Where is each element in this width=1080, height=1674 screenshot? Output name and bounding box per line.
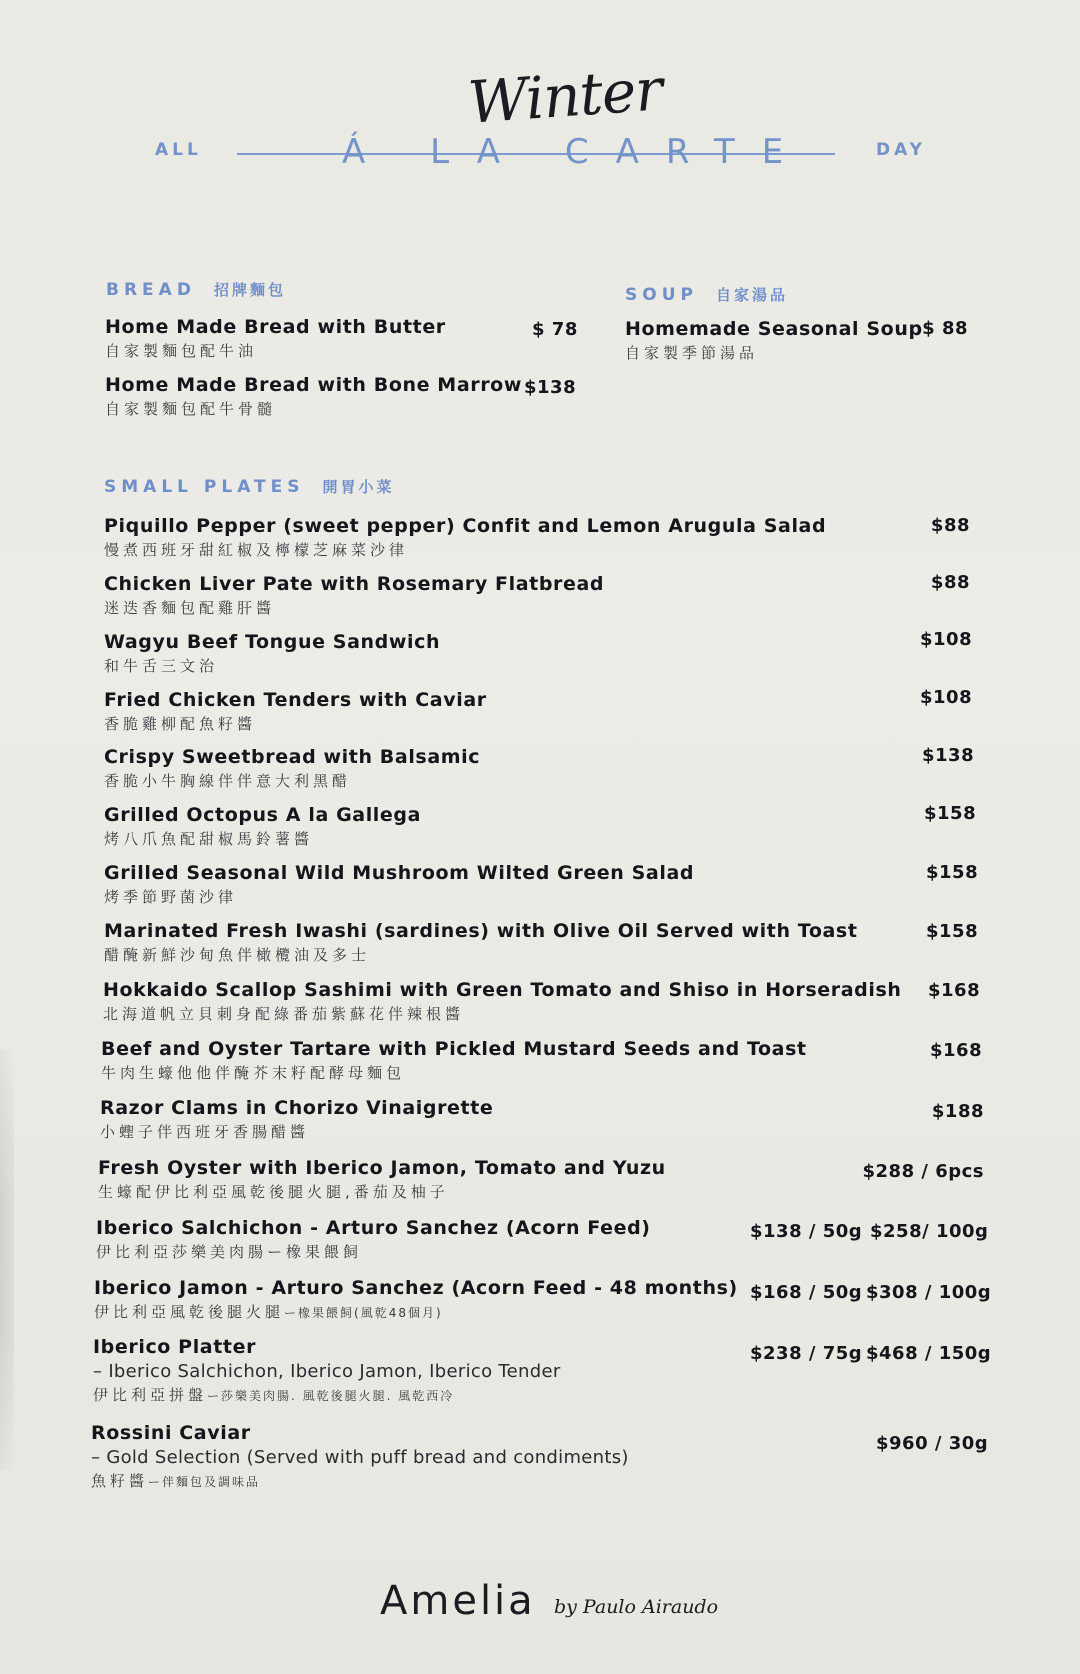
item-name-zh-note: ー橡果餵飼(風乾48個月) [284,1306,443,1320]
item-price: $138 [524,377,577,398]
chef-signature: by Paulo Airaudo [554,1596,719,1618]
item-name-zh: 北海道帆立貝刺身配綠番茄紫蘇花伴辣根醬 [103,1005,465,1023]
item-name: Marinated Fresh Iwashi (sardines) with Olive Oil Served with Toast [104,920,858,942]
item-price: $158 [926,862,979,883]
item-name: Beef and Oyster Tartare with Pickled Mustard Seeds and Toast [101,1038,807,1060]
item-name-zh: 牛肉生蠔他他伴醃芥末籽配酵母麵包 [101,1064,406,1082]
item-name-zh: 慢煮西班牙甜紅椒及檸檬芝麻菜沙律 [104,541,409,559]
menu-item [100,1097,493,1142]
item-name-zh: 香脆小牛胸線伴伴意大利黑醋 [104,772,352,790]
menu-item [91,1422,629,1491]
item-price-75g: $238 / 75g [750,1343,863,1364]
item-name: Fresh Oyster with Iberico Jamon, Tomato and Yuzu [98,1157,666,1179]
item-name-zh [91,1470,629,1491]
item-name-zh: 烤季節野菌沙律 [104,888,238,906]
menu-item [625,318,923,363]
item-price-100g: $258/ 100g [870,1221,989,1242]
page-edge-shadow [0,1050,14,1470]
item-name: Razor Clams in Chorizo Vinaigrette [100,1097,494,1119]
item-name: Iberico Platter [93,1336,257,1358]
item-name-zh: 生蠔配伊比利亞風乾後腿火腿,番茄及柚子 [98,1183,449,1201]
item-price: $168 [928,980,981,1001]
item-name: Iberico Jamon - Arturo Sanchez (Acorn Feed - 48 months) [94,1277,738,1299]
menu-item [96,1217,651,1262]
item-name: Home Made Bread with Bone Marrow [105,374,522,396]
item-name-zh: 和牛舌三文治 [104,657,219,675]
item-name-zh [94,1301,738,1322]
menu-item [101,1038,807,1083]
menu-item [93,1336,561,1405]
item-description: – Iberico Salchichon, Iberico Jamon, Iberico Tender [93,1361,561,1382]
menu-item [104,515,826,560]
item-name: Grilled Octopus A la Gallega [104,804,422,826]
item-price: $138 [922,745,975,766]
menu-item [103,979,901,1024]
header-left-label: ALL [155,140,202,160]
item-price: $ 78 [532,319,578,340]
menu-item [98,1157,666,1202]
menu-item [104,689,487,734]
item-name: Home Made Bread with Butter [105,316,446,338]
item-price: $108 [920,687,973,708]
item-name-zh: 醋醃新鮮沙甸魚伴橄欖油及多士 [104,946,371,964]
item-name-zh: 迷迭香麵包配雞肝醬 [104,599,276,617]
item-name: Fried Chicken Tenders with Caviar [104,689,487,711]
menu-item [104,631,440,676]
item-name-zh-note: ー莎樂美肉腸. 風乾後腿火腿. 風乾西冷 [207,1389,455,1403]
item-name-zh: 伊比利亞莎樂美肉腸ー橡果餵飼 [96,1243,363,1261]
menu-item [104,746,480,791]
item-price: $960 / 30g [876,1433,989,1454]
section-heading-en: SOUP [625,285,698,305]
item-name: Wagyu Beef Tongue Sandwich [104,631,441,653]
item-price-150g: $468 / 150g [866,1343,992,1364]
menu-item [94,1277,738,1322]
item-name: Hokkaido Scallop Sashimi with Green Tomato and Shiso in Horseradish [103,979,902,1001]
menu-item [104,804,421,849]
item-name-zh-main: 魚籽醬 [91,1472,149,1490]
item-price: $158 [926,921,979,942]
item-name-zh: 香脆雞柳配魚籽醬 [104,715,257,733]
item-price: $288 / 6pcs [862,1161,984,1182]
restaurant-logo: Amelia [380,1578,536,1624]
menu-title: Á LA CARTE [342,132,811,172]
section-heading-en: BREAD [106,280,196,300]
item-price-50g: $168 / 50g [750,1282,863,1303]
menu-item [105,374,522,419]
header-right-label: DAY [876,140,926,160]
menu-item [105,316,446,361]
item-name-zh-main: 伊比利亞拼盤 [93,1386,208,1404]
item-name-zh-main: 伊比利亞風乾後腿火腿 [94,1303,285,1321]
item-price: $ 88 [922,318,968,339]
item-name: Grilled Seasonal Wild Mushroom Wilted Green Salad [104,862,695,884]
item-name-zh: 小蟶子伴西班牙香腸醋醬 [100,1123,310,1141]
item-name-zh: 烤八爪魚配甜椒馬鈴薯醬 [104,830,314,848]
item-name: Piquillo Pepper (sweet pepper) Confit and Lemon Arugula Salad [104,515,827,537]
item-price-100g: $308 / 100g [866,1282,992,1303]
item-price-50g: $138 / 50g [750,1221,863,1242]
section-heading-bread [106,279,286,300]
item-name: Crispy Sweetbread with Balsamic [104,746,481,768]
menu-script-title: Winter [465,55,664,137]
section-heading-en: SMALL PLATES [104,477,305,497]
menu-item [104,920,858,965]
item-price: $88 [930,572,970,593]
section-heading-soup [625,284,788,305]
item-name-zh: 自家製季節湯品 [625,344,759,362]
menu-item [104,862,694,907]
item-name-zh: 自家製麵包配牛骨髓 [105,400,277,418]
item-price: $158 [924,803,977,824]
item-name-zh: 自家製麵包配牛油 [105,342,258,360]
item-name: Homemade Seasonal Soup [625,318,923,340]
section-heading-zh: 開胃小菜 [322,478,395,496]
item-name-zh [93,1384,561,1405]
item-price: $168 [930,1040,983,1061]
section-heading-small-plates [104,476,395,497]
item-description: – Gold Selection (Served with puff bread and condiments) [91,1447,629,1468]
menu-item [104,573,604,618]
section-heading-zh: 自家湯品 [715,286,788,304]
item-name-zh-note: ー伴麵包及調味品 [148,1475,261,1489]
item-name: Rossini Caviar [91,1422,251,1444]
section-heading-zh: 招牌麵包 [213,281,286,299]
item-name: Chicken Liver Pate with Rosemary Flatbread [104,573,605,595]
item-price: $108 [920,629,973,650]
item-price: $88 [930,515,970,536]
item-price: $188 [931,1101,984,1122]
item-name: Iberico Salchichon - Arturo Sanchez (Acorn Feed) [96,1217,651,1239]
